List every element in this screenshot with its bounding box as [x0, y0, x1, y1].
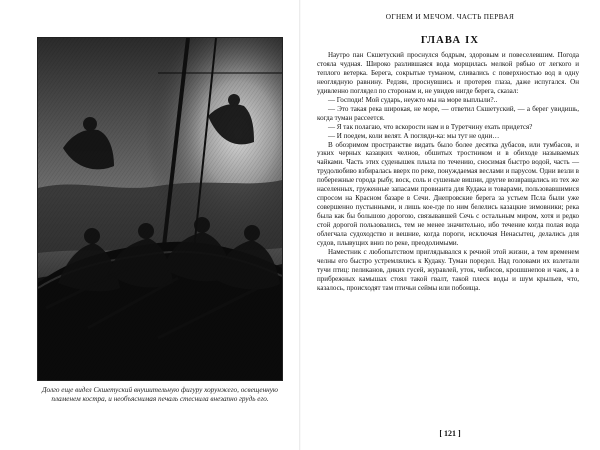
page-number: [ 121 ]	[439, 429, 461, 438]
chapter-title: ГЛАВА IX	[420, 35, 480, 46]
running-head: ОГНЕМ И МЕЧОМ. ЧАСТЬ ПЕРВАЯ	[385, 12, 515, 21]
chapter-body	[317, 51, 579, 293]
illustration-caption: Долго еще видел Скшетуский внушительную фигуру хорунжего, освещенную пламенем костра, и необъяснимая печаль стеснила внезапно грудь его.	[41, 386, 278, 403]
boat-scene-image	[38, 38, 282, 380]
paragraph: — И поедем, коли велят. А погляди-ка: мы тут не одни…	[328, 131, 500, 140]
paragraph: — Это такая река широкая, не море, — ответил Скшетуский, — а берег увидишь, когда туман рассеется.	[317, 104, 579, 122]
paragraph: — Господи! Мой сударь, неужто мы на море выплыли?..	[328, 95, 498, 104]
paragraph: Наместник с любопытством приглядывался к речной этой жизни, а тем временем челны его быстро устремлялись к Кудаку. Туман поредел. Над головами их взлетали тучи птиц: пеликанов, диких гусей, журавлей, уток, чибисов, крошшнепов и чаек, а в прибрежных камышах стоял такой гвалт, такой плеск воды и шум крыльев, что, казалось, происходят там птичьи сеймы или побоища.	[317, 247, 579, 292]
engraving-illustration	[38, 38, 282, 380]
paragraph: Наутро пан Скшетуский проснулся бодрым, здоровым и повеселевшим. Погода стояла чудная. Широко разлившаяся вода морщилась мелкой рябью от легкого и теплого ветерка. Берега, сокрытые туманом, сливались с поверхностью вод в одну неоглядную равнину. Редзян, проснувшись и протерев глаза, даже испугался. Он удивленно поглядел по сторонам и, не увидев нигде берега, сказал:	[317, 51, 579, 95]
paragraph: В обозримом пространстве видать было более десятка дубасов, или тумбасов, и узких черных казацких челнов, обшитых тростником и в обиходе называемых чайками. Часть этих суденышек плыла по течению, сносимая быстро водой, часть — трудолюбиво взбиралась вверх по реке, понуждаемая веслами и парусом. Одни везли в побережные города рыбу, воск, соль и сушеные вишни, другие возвращались из тех же населенных, груженные запасами провианта для Кудака и товарами, пользовавшимися спросом на Красном базаре в Сечи. Днепровские берега за устьем Псла были уже совершенно пустынными, и лишь кое-где по ним белелись казацкие зимовники; река была как бы большою дорогою, связывавшей Сечь с остальным миром, хотя и редко стой дорогой пользовались, тем не менее значительно, ибо течение когда полая вода облегчала судоходство и вешние, когда пороги, исключая Ненасытец, делались для судов, плывущих вниз по реке, преодолимыми.	[317, 140, 580, 248]
right-page	[300, 0, 600, 450]
paragraph: — Я так полагаю, что вскорости нам и в Туретчину ехать придется?	[328, 122, 533, 131]
